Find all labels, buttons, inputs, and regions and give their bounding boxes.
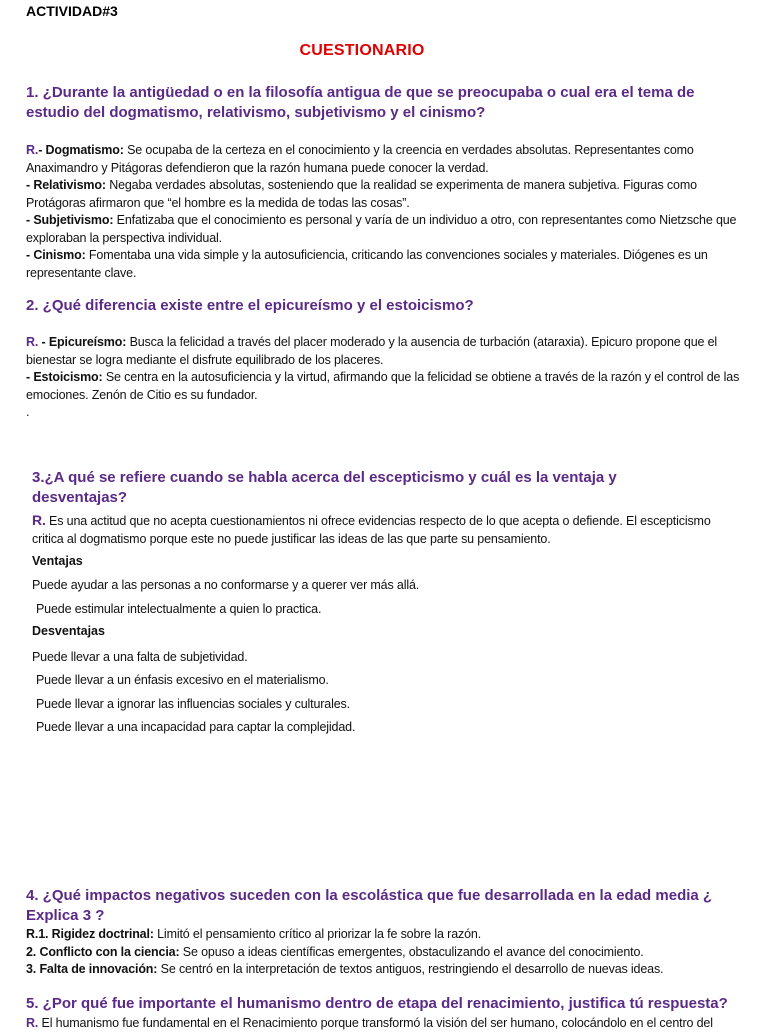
text-conflicto: Se opuso a ideas científicas emergentes, obstaculizando el avance del conocimiento. bbox=[179, 944, 644, 959]
question-4: 4. ¿Qué impactos negativos suceden con la escolástica que fue desarrollada en la edad media ¿ Explica 3 ? bbox=[26, 887, 713, 924]
term-dogmatismo: - Dogmatismo: bbox=[38, 143, 124, 157]
answer-marker: R. bbox=[26, 143, 39, 157]
text-estoicismo: Se centra en la autosuficiencia y la virtud, afirmando que la felicidad se obtiene a través de la razón y el control de las emociones. Zenón de Citio es su fundador. bbox=[26, 370, 740, 402]
text-rigidez: Limitó el pensamiento crítico al priorizar la fe sobre la razón. bbox=[153, 927, 482, 941]
ventaja-item: Puede ayudar a las personas a no conformarse y a querer ver más allá. bbox=[32, 578, 420, 592]
term-epicureismo: - Epicureísmo: bbox=[38, 335, 127, 349]
ventajas-heading: Ventajas bbox=[32, 554, 83, 568]
text-innovacion: Se centró en la interpretación de textos antiguos, restringiendo el desarrollo de nuevas ideas. bbox=[157, 962, 664, 976]
answer-4 bbox=[26, 926, 748, 979]
term-conflicto: 2. Conflicto con la ciencia: bbox=[26, 944, 180, 959]
text-cinismo: Fomentaba una vida simple y la autosuficiencia, criticando las convenciones sociales y materiales. Diógenes es un representante clave. bbox=[26, 248, 708, 280]
term-subjetivismo: - Subjetivismo: bbox=[26, 213, 114, 227]
question-1: 1. ¿Durante la antigüedad o en la filosofía antigua de que se preocupaba o cual era el tema de estudio del dogmatismo, relativismo, subjetivismo y el cinismo? bbox=[26, 84, 695, 121]
term-rigidez: R.1. Rigidez doctrinal: bbox=[26, 927, 154, 941]
question-2: 2. ¿Qué diferencia existe entre el epicureísmo y el estoicismo? bbox=[26, 297, 474, 314]
desventajas-heading: Desventajas bbox=[32, 624, 105, 638]
term-innovacion: 3. Falta de innovación: bbox=[26, 962, 158, 976]
answer-1 bbox=[26, 142, 748, 282]
answer-5-text: El humanismo fue fundamental en el Renacimiento porque transformó la visión del ser humano, colocándolo en el centro del bbox=[38, 1016, 713, 1030]
term-cinismo: - Cinismo: bbox=[26, 248, 86, 262]
ventaja-item: Puede estimular intelectualmente a quien lo practica. bbox=[36, 602, 322, 616]
text-relativismo: Negaba verdades absolutas, sosteniendo que la realidad se experimenta de manera subjetiva. Figuras como Protágoras afirmaron que “el hombre es la medida de todas las cosas”. bbox=[26, 178, 697, 210]
answer-3 bbox=[32, 512, 742, 548]
text-dogmatismo: Se ocupaba de la certeza en el conocimiento y la creencia en verdades absolutas. Representantes como Anaximandro y Pitágoras defendieron que la razón humana puede conocer la verdad. bbox=[26, 143, 694, 175]
question-3: 3.¿A qué se refiere cuando se habla acerca del escepticismo y cuál es la ventaja y desventajas? bbox=[32, 469, 617, 506]
question-5: 5. ¿Por qué fue importante el humanismo dentro de etapa del renacimiento, justifica tú respuesta? bbox=[26, 995, 728, 1012]
desventaja-item: Puede llevar a ignorar las influencias sociales y culturales. bbox=[36, 697, 350, 711]
answer-2 bbox=[26, 334, 748, 422]
desventaja-item: Puede llevar a una falta de subjetividad. bbox=[32, 650, 248, 664]
answer-3-text: Es una actitud que no acepta cuestionamientos ni ofrece evidencias respecto de lo que acepta o defiende. El escepticismo critica al dogmatismo porque este no puede justificar las ideas de las que parte su pensamiento. bbox=[32, 514, 711, 546]
desventaja-item: Puede llevar a una incapacidad para captar la complejidad. bbox=[36, 720, 356, 734]
desventaja-item: Puede llevar a un énfasis excesivo en el materialismo. bbox=[36, 673, 329, 687]
term-relativismo: - Relativismo: bbox=[26, 178, 106, 192]
answer-marker: R. bbox=[26, 335, 39, 349]
trailing-dot: . bbox=[26, 405, 30, 419]
text-epicureismo: Busca la felicidad a través del placer moderado y la ausencia de turbación (ataraxia). Epicuro propone que el bienestar se logra mediante el disfrute equilibrado de los placeres. bbox=[26, 335, 718, 367]
answer-marker: R. bbox=[32, 512, 46, 528]
text-subjetivismo: Enfatizaba que el conocimiento es personal y varía de un individuo a otro, con representantes como Nietzsche que exploraban la perspectiva individual. bbox=[26, 213, 737, 245]
term-estoicismo: - Estoicismo: bbox=[26, 370, 103, 384]
answer-marker: R. bbox=[26, 1016, 39, 1030]
page-title: CUESTIONARIO bbox=[299, 42, 425, 59]
activity-label: ACTIVIDAD#3 bbox=[26, 3, 118, 19]
